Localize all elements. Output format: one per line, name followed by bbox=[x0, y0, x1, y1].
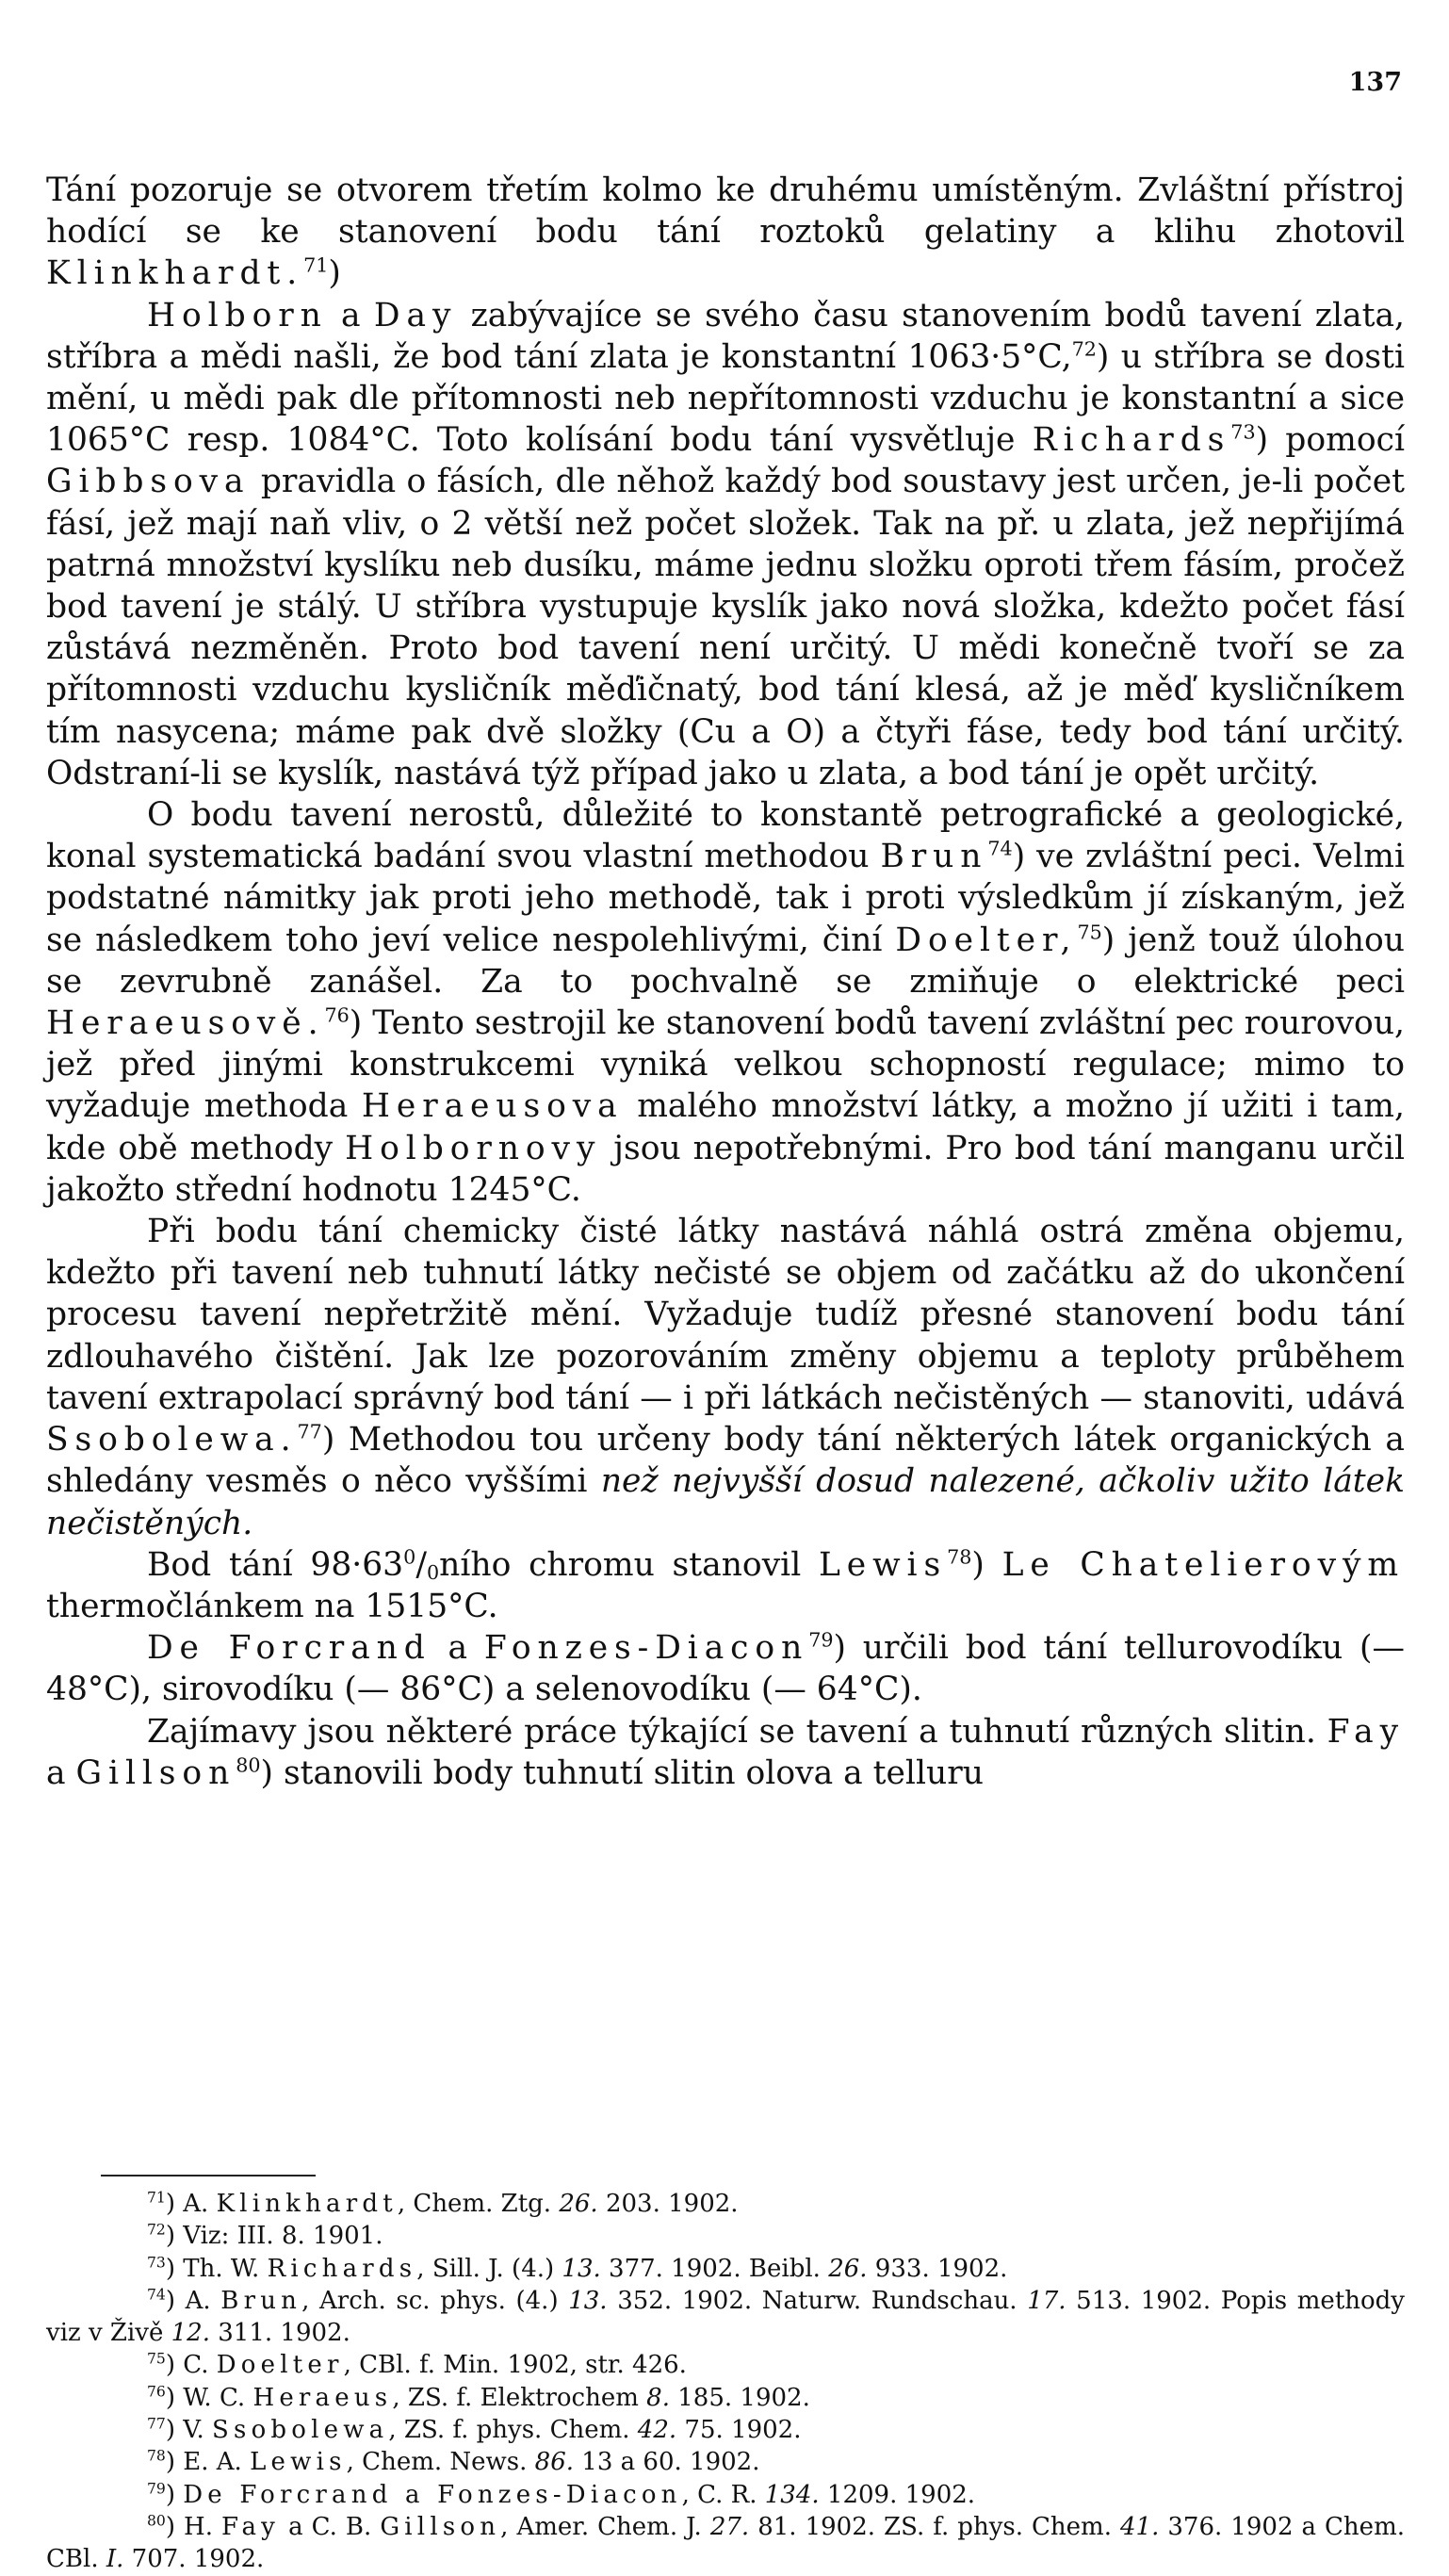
spaced-name: De Forcrand bbox=[147, 1629, 431, 1668]
superscript: 78 bbox=[947, 1545, 972, 1569]
text-run: , Amer. Chem. J. bbox=[500, 2512, 710, 2541]
text-run: ) Tento sestrojil ke stanovení bodů tavení zvláštní pec rourovou, jež před jinými konstrukcemi vyniká velkou schopností regulace; mimo to vyžaduje methoda bbox=[46, 1004, 1405, 1126]
text-run: ) u stříbra se dosti mění, u mědi pak dle přítomnosti neb nepřítomnosti vzduchu je konstantní a sice 1065°C resp. 1084°C. Toto kolísání bodu tání vysvětluje bbox=[46, 337, 1405, 460]
paragraph bbox=[46, 794, 1405, 1211]
spaced-name: Holborn bbox=[147, 296, 328, 334]
paragraph bbox=[46, 1544, 1405, 1627]
text-run: ) jenž touž úlohou se zevrubně zanášel. Za to pochvalně se zmiňuje o elektrické peci bbox=[46, 921, 1405, 1001]
superscript: 76 bbox=[324, 1003, 350, 1027]
superscript: 73 bbox=[1230, 420, 1256, 444]
text-run: 933. 1902. bbox=[867, 2254, 1008, 2283]
superscript: 72 bbox=[147, 2221, 166, 2239]
text-run: malého množství látky, a možno jí užiti i tam, kde obě methody bbox=[46, 1087, 1405, 1167]
footnote bbox=[46, 2446, 1405, 2478]
spaced-name: Richards bbox=[267, 2254, 417, 2283]
text-run: a bbox=[431, 1629, 484, 1668]
superscript: 75 bbox=[1077, 921, 1102, 944]
spaced-name: Klinkhardt bbox=[216, 2190, 398, 2218]
text-run: zabývajíce se svého času stanovením bodů tavení zlata, stříbra a mědi našli, že bod tání zlata je konstantní 1063·5°C, bbox=[46, 296, 1405, 376]
text-run: , Chem. News. bbox=[346, 2448, 535, 2477]
text-run: I. bbox=[106, 2545, 124, 2574]
text-run: ního chromu stanovil bbox=[439, 1545, 819, 1584]
superscript: 80 bbox=[236, 1753, 261, 1777]
text-run: O bodu tavení nerostů, důležité to konstantě petrografické a geologické, konal systematická badání svou vlastní methodou bbox=[46, 796, 1405, 876]
text-run: 185. 1902. bbox=[669, 2383, 810, 2412]
text-run: ) C. bbox=[165, 2351, 217, 2380]
spaced-name: Holbornovy bbox=[345, 1129, 602, 1167]
text-run: než nejvyšší dosud nalezené, ačkoliv užito látek nečistěných. bbox=[46, 1462, 1405, 1542]
text-run: ) A. bbox=[165, 2190, 217, 2218]
footnote bbox=[46, 2285, 1405, 2350]
text-run: 42. bbox=[637, 2416, 677, 2445]
text-run: 13. bbox=[562, 2254, 601, 2283]
spaced-name: Fay bbox=[221, 2512, 281, 2541]
text-run: 707. 1902. bbox=[123, 2545, 265, 2574]
spaced-name: Doelter bbox=[216, 2351, 344, 2380]
spaced-name: Ssobolewa bbox=[212, 2416, 389, 2445]
spaced-name: Heraeusova bbox=[361, 1087, 624, 1126]
superscript: 74 bbox=[987, 837, 1013, 860]
text-run: 17. bbox=[1027, 2286, 1066, 2315]
text-run: Při bodu tání chemicky čisté látky nastává náhlá ostrá změna objemu, kdežto při tavení neb tuhnutí látky nečisté se objem od začátku až do ukončení procesu tavení nepřetržitě mění. Vyžaduje tudíž přesné stanovení bodu tání zdlouhavého čištění. Jak lze pozorováním změny objemu a teploty průběhem tavení extrapolací správný bod tání — i při látkách nečistěných — stanoviti, udává bbox=[46, 1213, 1405, 1417]
text-run: 376. 1902 a Chem. CBl. bbox=[46, 2512, 1405, 2574]
text-run: ) pomocí bbox=[1255, 421, 1405, 460]
footnote-divider bbox=[101, 2175, 316, 2177]
text-run: 0 bbox=[426, 1560, 440, 1584]
text-run: jsou nepotřebnými. Pro bod tání manganu určil jakožto střední hodnotu 1245°C. bbox=[46, 1129, 1406, 1209]
text-run: ) ve zvláštní peci. Velmi podstatné námitky jak proti jeho methodě, tak i proti výsledkům jí získaným, jež se následkem toho jeví velice nespolehlivými, činí bbox=[46, 838, 1405, 959]
superscript: 78 bbox=[147, 2448, 166, 2466]
footnote bbox=[46, 2479, 1405, 2511]
spaced-name: Lewis bbox=[818, 1545, 948, 1584]
text-run: 27. bbox=[709, 2512, 750, 2541]
spaced-name: Klinkhardt. bbox=[46, 254, 304, 293]
text-run: 86. bbox=[534, 2448, 575, 2477]
footnote bbox=[46, 2253, 1405, 2285]
spaced-name: Gibbsova bbox=[46, 463, 251, 501]
superscript: 76 bbox=[147, 2383, 166, 2401]
spaced-name: Heraeusově. bbox=[46, 1004, 325, 1043]
superscript: 0 bbox=[403, 1545, 416, 1569]
text-run: 13. bbox=[568, 2286, 608, 2315]
text-run: ) bbox=[328, 254, 341, 293]
text-run: ) určili bod tání tellurovodíku (— 48°C), sirovodíku (— 86°C) a selenovodíku (— 64°C). bbox=[46, 1629, 1405, 1709]
text-run: ) Methodou tou určeny body tání některých látek organických a shledány vesměs o něco vyššími bbox=[46, 1421, 1405, 1501]
spaced-name: Day bbox=[373, 296, 458, 334]
text-run: a bbox=[327, 296, 374, 334]
text-run: 12. bbox=[171, 2319, 210, 2348]
text-run: ) bbox=[971, 1545, 1002, 1584]
superscript: 75 bbox=[147, 2351, 166, 2369]
footnote bbox=[46, 2511, 1405, 2576]
paragraph bbox=[46, 1711, 1405, 1794]
text-run: 203. 1902. bbox=[597, 2190, 739, 2218]
superscript: 72 bbox=[1071, 337, 1097, 361]
text-run: 8. bbox=[646, 2383, 670, 2412]
text-run: , C. R. bbox=[681, 2480, 765, 2509]
text-run: ) stanovili body tuhnutí slitin olova a telluru bbox=[260, 1753, 984, 1792]
spaced-name: Richards bbox=[1032, 421, 1231, 460]
text-run: 311. 1902. bbox=[210, 2319, 350, 2348]
footnote bbox=[46, 2382, 1405, 2414]
page-number: 137 bbox=[1348, 68, 1402, 97]
footnote bbox=[46, 2349, 1405, 2381]
spaced-name: De Forcrand a Fonzes-Diacon bbox=[183, 2480, 682, 2509]
text-run: 134. bbox=[764, 2480, 820, 2509]
paragraph bbox=[46, 170, 1405, 295]
text-run: , CBl. f. Min. 1902, str. 426. bbox=[343, 2351, 687, 2380]
text-run: ) bbox=[165, 2480, 184, 2509]
body-text bbox=[46, 170, 1405, 1794]
spaced-name: Gillson bbox=[75, 1753, 236, 1792]
footnote bbox=[46, 2414, 1405, 2446]
text-run: ) W. C. bbox=[165, 2383, 253, 2412]
superscript: 80 bbox=[147, 2512, 166, 2530]
spaced-name: Fonzes-Diacon bbox=[483, 1629, 809, 1668]
text-run: 75. 1902. bbox=[676, 2416, 802, 2445]
superscript: 74 bbox=[147, 2286, 166, 2304]
superscript: 77 bbox=[297, 1420, 322, 1443]
text-run: ) V. bbox=[165, 2416, 213, 2445]
paragraph bbox=[46, 1627, 1405, 1710]
text-run: , ZS. f. phys. Chem. bbox=[388, 2416, 638, 2445]
paragraph bbox=[46, 1211, 1405, 1544]
superscript: 79 bbox=[808, 1628, 834, 1652]
text-run: , Chem. Ztg. bbox=[397, 2190, 560, 2218]
text-run: 26. bbox=[559, 2190, 598, 2218]
spaced-name: Doelter, bbox=[895, 921, 1078, 959]
text-run: 41. bbox=[1120, 2512, 1160, 2541]
text-run: Bod tání 98·63 bbox=[147, 1545, 404, 1584]
footnotes bbox=[46, 2188, 1405, 2576]
footnote bbox=[46, 2188, 1405, 2220]
text-run: , Sill. J. (4.) bbox=[416, 2254, 562, 2283]
text-run: , Arch. sc. phys. (4.) bbox=[301, 2286, 569, 2315]
text-run: ) Th. W. bbox=[165, 2254, 268, 2283]
superscript: 73 bbox=[147, 2254, 166, 2272]
text-run: / bbox=[415, 1545, 427, 1584]
text-run: Zajímavy jsou některé práce týkající se tavení a tuhnutí různých slitin. bbox=[147, 1712, 1327, 1751]
text-run: ) H. bbox=[165, 2512, 221, 2541]
text-run: 81. 1902. ZS. f. phys. Chem. bbox=[749, 2512, 1120, 2541]
spaced-name: Gillson bbox=[380, 2512, 501, 2541]
spaced-name: Heraeus bbox=[252, 2383, 393, 2412]
spaced-name: Brun bbox=[220, 2286, 302, 2315]
text-run: 13 a 60. 1902. bbox=[574, 2448, 760, 2477]
text-run: Tání pozoruje se otvorem třetím kolmo ke druhému umístěným. Zvláštní přístroj hodící se ke stanovení bodu tání roztoků gelatiny a klihu zhotovil bbox=[46, 171, 1405, 252]
text-run: 377. 1902. Beibl. bbox=[600, 2254, 829, 2283]
text-run: a C. B. bbox=[280, 2512, 381, 2541]
superscript: 71 bbox=[303, 254, 329, 277]
text-run: a bbox=[46, 1753, 76, 1792]
text-run: thermočlánkem na 1515°C. bbox=[46, 1587, 498, 1625]
text-run: ) Viz: III. 8. 1901. bbox=[165, 2222, 383, 2251]
spaced-name: Le Chatelierovým bbox=[1001, 1545, 1405, 1584]
spaced-name: Lewis bbox=[250, 2448, 347, 2477]
text-run: 26. bbox=[828, 2254, 868, 2283]
text-run: pravidla o fásích, dle něhož každý bod soustavy jest určen, je-li počet fásí, jež mají naň vliv, o 2 větší než počet složek. Tak na př. u zlata, jež nepřijímá patrná množství kyslíku neb dusíku, máme jednu složku oproti třem fásím, pročež bod tavení je stálý. U stříbra vystupuje kyslík jako nová složka, kdežto počet fásí zůstává nezměněn. Proto bod tavení není určitý. U mědi konečně tvoří se za přítomnosti vzduchu kysličník měďičnatý, bod tání klesá, až je měď kysličníkem tím nasycena; máme pak dvě složky (Cu a O) a čtyři fáse, tedy bod tání určitý. Odstraní-li se kyslík, nastává týž případ jako u zlata, a bod tání je opět určitý. bbox=[46, 463, 1405, 792]
text-run: 352. 1902. Naturw. Rundschau. bbox=[607, 2286, 1028, 2315]
superscript: 71 bbox=[147, 2189, 166, 2207]
spaced-name: Fay bbox=[1327, 1712, 1405, 1751]
superscript: 77 bbox=[147, 2415, 166, 2433]
paragraph bbox=[46, 295, 1405, 794]
text-run: ) A. bbox=[165, 2286, 221, 2315]
spaced-name: Brun bbox=[880, 838, 988, 876]
text-run: 513. 1902. Popis methody viz v Živě bbox=[46, 2286, 1405, 2348]
text-run: ) E. A. bbox=[165, 2448, 251, 2477]
text-run: , ZS. f. Elektrochem bbox=[392, 2383, 647, 2412]
spaced-name: Ssobolewa. bbox=[46, 1421, 298, 1459]
text-run: 1209. 1902. bbox=[819, 2480, 976, 2509]
superscript: 79 bbox=[147, 2480, 166, 2498]
footnote bbox=[46, 2220, 1405, 2252]
